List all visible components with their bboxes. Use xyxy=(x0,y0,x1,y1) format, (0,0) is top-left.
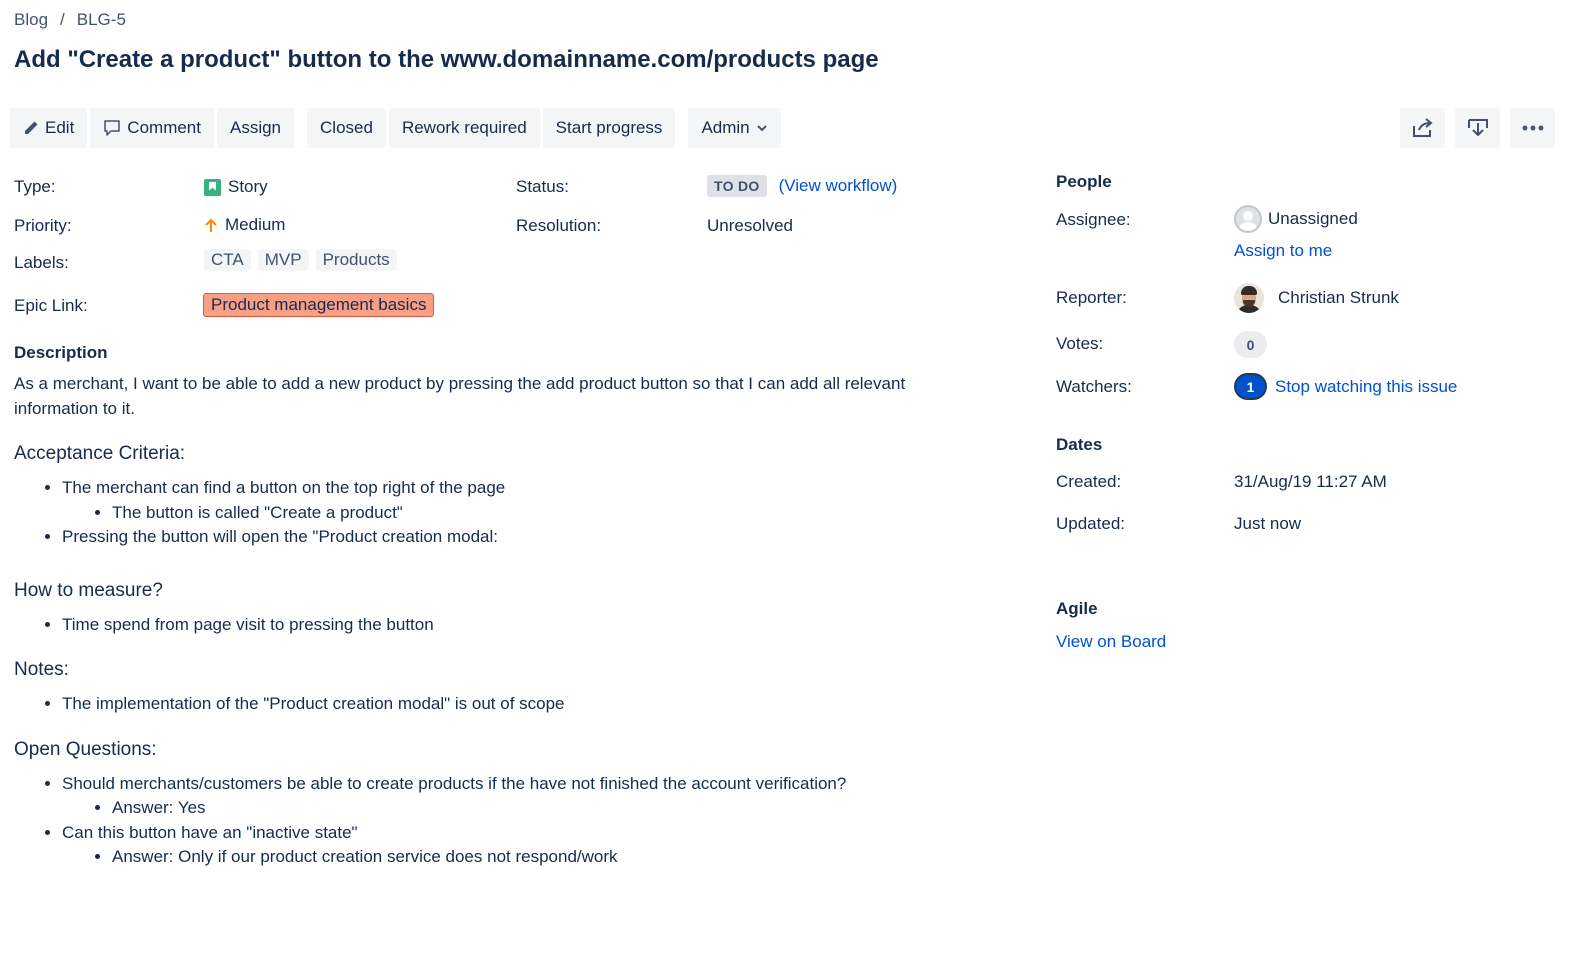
more-icon xyxy=(1522,125,1544,131)
priority-value-text: Medium xyxy=(225,215,286,234)
label-tag-products[interactable]: Products xyxy=(316,249,397,271)
breadcrumb-issue-key-link[interactable]: BLG-5 xyxy=(76,10,126,29)
status-value xyxy=(707,175,897,197)
issue-toolbar xyxy=(10,108,784,148)
chevron-down-icon xyxy=(756,122,768,134)
description-heading: Description xyxy=(14,343,108,362)
watchers-value xyxy=(1234,373,1457,400)
list-item-text: Should merchants/customers be able to create products if the have not finished the account verification? xyxy=(62,773,847,793)
story-icon xyxy=(204,179,221,196)
export-icon xyxy=(1467,118,1489,138)
priority-label: Priority: xyxy=(14,216,72,235)
labels-label: Labels: xyxy=(14,253,69,272)
list-item-text: The button is called "Create a product" xyxy=(112,502,403,522)
labels-list xyxy=(204,249,399,271)
edit-button-label: Edit xyxy=(45,118,75,137)
list-item xyxy=(62,692,954,717)
people-heading: People xyxy=(1056,172,1112,191)
epic-link-badge[interactable]: Product management basics xyxy=(203,293,434,317)
status-lozenge: TO DO xyxy=(707,175,767,197)
export-button[interactable] xyxy=(1455,108,1500,148)
view-workflow-link[interactable]: (View workflow) xyxy=(778,176,898,195)
status-label: Status: xyxy=(516,177,569,196)
updated-value: Just now xyxy=(1234,514,1302,533)
reporter-label: Reporter: xyxy=(1056,288,1127,307)
votes-value xyxy=(1234,331,1267,358)
breadcrumb xyxy=(14,10,126,30)
how-to-measure-heading: How to measure? xyxy=(14,579,163,601)
assignee-value xyxy=(1234,205,1358,233)
created-value: 31/Aug/19 11:27 AM xyxy=(1234,472,1387,491)
stop-watching-link[interactable]: Stop watching this issue xyxy=(1275,376,1458,396)
measure-list xyxy=(14,613,954,638)
list-item xyxy=(62,821,954,870)
list-item xyxy=(62,613,954,638)
breadcrumb-separator: / xyxy=(60,10,65,29)
watchers-count-badge[interactable]: 1 xyxy=(1234,373,1267,400)
updated-label: Updated: xyxy=(1056,514,1125,533)
reporter-name: Christian Strunk xyxy=(1278,288,1399,307)
dates-heading: Dates xyxy=(1056,435,1103,454)
more-actions-button[interactable] xyxy=(1510,108,1555,148)
list-item xyxy=(62,476,954,525)
unassigned-avatar-icon xyxy=(1234,205,1262,233)
comment-icon xyxy=(103,119,121,137)
list-item-text: Answer: Yes xyxy=(112,798,206,817)
closed-transition-button[interactable]: Closed xyxy=(307,108,386,148)
resolution-value: Unresolved xyxy=(707,216,793,235)
list-item xyxy=(112,501,954,526)
notes-heading: Notes: xyxy=(14,659,69,680)
share-icon xyxy=(1412,118,1434,138)
open-questions-heading: Open Questions: xyxy=(14,738,157,760)
reporter-value xyxy=(1234,283,1399,313)
assign-button[interactable]: Assign xyxy=(217,108,294,148)
epic-link-value xyxy=(203,293,434,317)
acceptance-criteria-list xyxy=(14,476,954,550)
rework-required-button[interactable]: Rework required xyxy=(389,108,540,148)
agile-heading: Agile xyxy=(1056,599,1098,618)
list-item xyxy=(112,796,954,821)
assignee-name: Unassigned xyxy=(1268,209,1358,228)
reporter-avatar xyxy=(1234,283,1264,313)
assignee-label: Assignee: xyxy=(1056,210,1131,229)
notes-list xyxy=(14,692,954,717)
view-on-board-link[interactable]: View on Board xyxy=(1056,632,1167,651)
type-value-text: Story xyxy=(228,177,268,196)
start-progress-button[interactable]: Start progress xyxy=(543,108,676,148)
label-tag-cta[interactable]: CTA xyxy=(204,249,251,271)
type-label: Type: xyxy=(14,177,56,196)
arrow-up-icon xyxy=(204,217,218,233)
watchers-label: Watchers: xyxy=(1056,377,1132,396)
open-questions-list xyxy=(14,772,954,870)
comment-button[interactable] xyxy=(90,108,214,148)
breadcrumb-project-link[interactable]: Blog xyxy=(14,10,49,29)
epic-link-label: Epic Link: xyxy=(14,296,88,315)
label-tag-mvp[interactable]: MVP xyxy=(258,249,309,271)
toolbar-right-actions xyxy=(1400,108,1555,148)
list-item xyxy=(112,845,954,870)
list-item-text: Time spend from page visit to pressing the button xyxy=(62,614,434,634)
list-item xyxy=(62,525,954,550)
list-item-text: The merchant can find a button on the top right of the page xyxy=(62,478,506,497)
resolution-label: Resolution: xyxy=(516,216,602,235)
priority-value xyxy=(204,215,285,235)
list-item-text: Answer: Only if our product creation service does not respond/work xyxy=(112,847,618,866)
admin-dropdown-button[interactable] xyxy=(688,108,780,148)
admin-dropdown-label: Admin xyxy=(701,118,750,137)
list-item-text: Pressing the button will open the "Product creation modal: xyxy=(62,527,499,546)
share-button[interactable] xyxy=(1400,108,1445,148)
pencil-icon xyxy=(23,120,39,136)
list-item-text: The implementation of the "Product creation modal" is out of scope xyxy=(62,694,565,713)
list-item-text: Can this button have an "inactive state" xyxy=(62,822,358,842)
description-text: As a merchant, I want to be able to add a new product by pressing the add product button so that I can add all relevant information to it. xyxy=(14,374,906,418)
type-value xyxy=(204,177,268,197)
votes-label: Votes: xyxy=(1056,334,1104,353)
created-label: Created: xyxy=(1056,472,1122,491)
comment-button-label: Comment xyxy=(127,118,201,137)
edit-button[interactable] xyxy=(10,108,87,148)
acceptance-criteria-heading: Acceptance Criteria: xyxy=(14,443,186,464)
list-item xyxy=(62,772,954,821)
page-title: Add "Create a product" button to the www.domainname.com/products page xyxy=(14,46,879,73)
assign-to-me-link[interactable]: Assign to me xyxy=(1234,241,1333,260)
description-section xyxy=(14,343,954,870)
votes-count-badge[interactable]: 0 xyxy=(1234,331,1267,358)
